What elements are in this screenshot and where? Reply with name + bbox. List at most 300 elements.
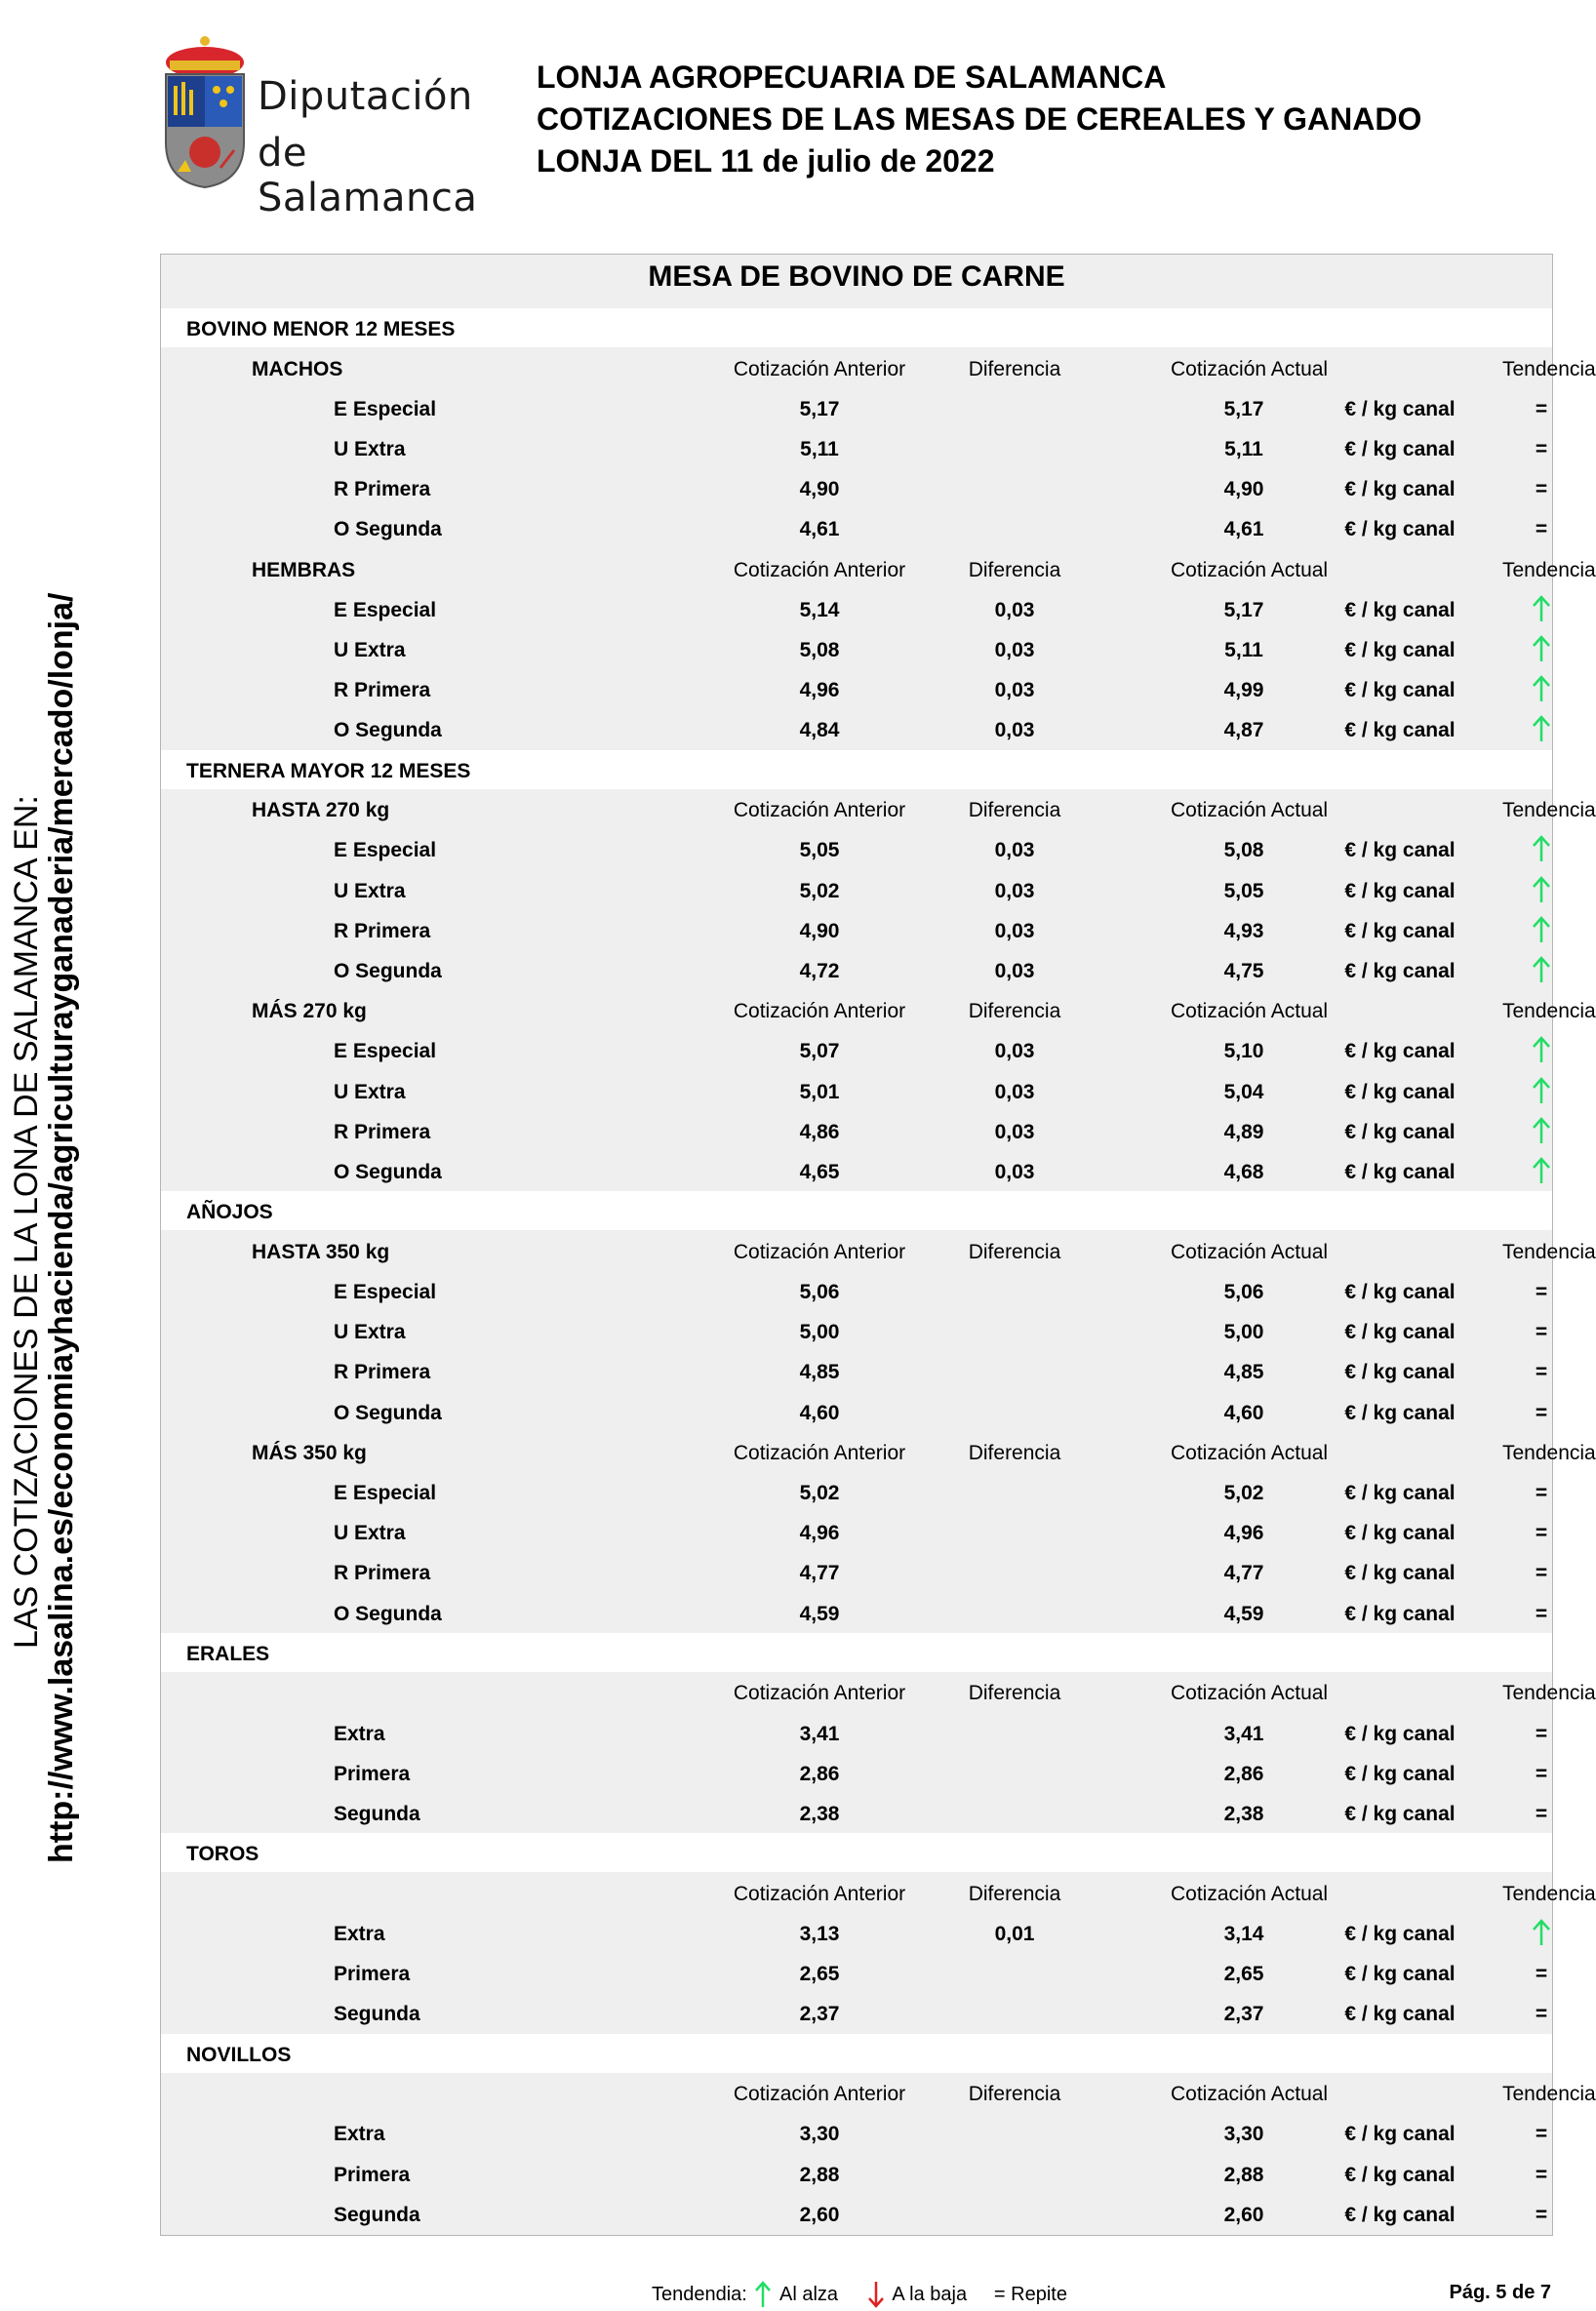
section-name: ERALES [186, 1642, 270, 1665]
price-current: 4,59 [1223, 1602, 1264, 1625]
price-current: 2,65 [1223, 1963, 1264, 1986]
trend-indicator [1502, 880, 1580, 909]
grade-name: E Especial [334, 598, 437, 621]
price-current: 4,60 [1223, 1401, 1264, 1424]
col-diff-header: Diferencia [968, 357, 1061, 380]
trend-indicator [1502, 639, 1580, 668]
arrow-up-icon [1532, 595, 1551, 622]
price-unit: € / kg canal [1344, 1562, 1456, 1585]
trend-indicator: = [1535, 1602, 1548, 1625]
price-unit: € / kg canal [1344, 478, 1456, 501]
trend-indicator: = [1535, 2003, 1548, 2026]
col-prev-header: Cotización Anterior [733, 1882, 906, 1905]
price-unit: € / kg canal [1344, 1281, 1456, 1303]
price-unit: € / kg canal [1344, 598, 1456, 621]
price-previous: 2,60 [799, 2203, 840, 2226]
table-row [161, 709, 1552, 749]
price-current: 5,00 [1223, 1321, 1264, 1344]
grade-name: E Especial [334, 1482, 437, 1504]
price-unit: € / kg canal [1344, 1762, 1456, 1785]
price-current: 4,89 [1223, 1120, 1264, 1143]
trend-legend [652, 2281, 1067, 2308]
price-difference: 0,03 [994, 919, 1035, 942]
table-row [161, 589, 1552, 629]
legend-eq: = Repite [993, 2284, 1067, 2306]
grade-name: O Segunda [334, 1401, 442, 1424]
table-row [161, 1593, 1552, 1633]
grade-name: U Extra [334, 1321, 406, 1344]
col-prev-header: Cotización Anterior [733, 799, 906, 822]
price-unit: € / kg canal [1344, 1522, 1456, 1545]
trend-indicator: = [1535, 1482, 1548, 1504]
trend-indicator: = [1535, 2123, 1548, 2146]
trend-indicator: = [1535, 478, 1548, 501]
price-previous: 4,59 [799, 1602, 840, 1625]
logo-line-1: Diputación [258, 74, 473, 119]
price-previous: 4,84 [799, 719, 840, 742]
price-previous: 5,07 [799, 1040, 840, 1063]
trend-indicator [1502, 599, 1580, 628]
table-row [161, 1392, 1552, 1432]
price-difference: 0,03 [994, 679, 1035, 702]
grade-name: E Especial [334, 839, 437, 862]
arrow-up-icon [1532, 1036, 1551, 1063]
grade-name: U Extra [334, 1080, 406, 1103]
price-difference: 0,03 [994, 598, 1035, 621]
legend-down: A la baja [892, 2284, 968, 2306]
title-line-2: COTIZACIONES DE LAS MESAS DE CEREALES Y GANADO [537, 101, 1422, 137]
price-unit: € / kg canal [1344, 1963, 1456, 1986]
col-diff-header: Diferencia [968, 1000, 1061, 1023]
price-previous: 2,38 [799, 1803, 840, 1825]
price-unit: € / kg canal [1344, 1080, 1456, 1103]
price-unit: € / kg canal [1344, 1040, 1456, 1063]
table-row [161, 1311, 1552, 1351]
price-current: 5,11 [1224, 639, 1263, 661]
table-row [161, 468, 1552, 508]
table-row [161, 1071, 1552, 1111]
arrow-up-icon [1532, 1157, 1551, 1184]
col-trend-header: Tendencia [1502, 1240, 1596, 1263]
col-curr-header: Cotización Actual [1171, 799, 1329, 822]
side-text: LAS COTIZACIONES DE LA LONA DE SALAMANCA EN: [8, 795, 45, 1649]
col-diff-header: Diferencia [968, 1682, 1061, 1705]
price-difference: 0,03 [994, 879, 1035, 902]
col-curr-header: Cotización Actual [1171, 558, 1329, 581]
section-name: NOVILLOS [186, 2043, 292, 2066]
price-unit: € / kg canal [1344, 1803, 1456, 1825]
grade-name: R Primera [334, 679, 431, 702]
grade-name: Primera [334, 1963, 411, 1986]
grade-name: O Segunda [334, 1161, 442, 1183]
price-previous: 2,86 [799, 1762, 840, 1785]
arrow-up-icon [1532, 1919, 1551, 1946]
price-current: 4,90 [1223, 478, 1264, 501]
table-row [161, 1552, 1552, 1592]
col-curr-header: Cotización Actual [1171, 1682, 1329, 1705]
col-curr-header: Cotización Actual [1171, 1240, 1329, 1263]
trend-indicator: = [1535, 1361, 1548, 1384]
price-previous: 5,06 [799, 1281, 840, 1303]
trend-indicator: = [1535, 1722, 1548, 1745]
trend-indicator: = [1535, 2163, 1548, 2186]
price-unit: € / kg canal [1344, 839, 1456, 862]
trend-indicator [1502, 1040, 1580, 1069]
price-previous: 3,30 [799, 2123, 840, 2146]
price-current: 4,96 [1223, 1522, 1264, 1545]
arrow-up-icon [754, 2281, 772, 2308]
price-previous: 3,41 [799, 1722, 840, 1745]
price-difference: 0,01 [994, 1923, 1035, 1945]
price-current: 4,68 [1223, 1161, 1264, 1183]
grade-name: R Primera [334, 1361, 431, 1384]
price-previous: 5,14 [799, 598, 840, 621]
price-difference: 0,03 [994, 1161, 1035, 1183]
grade-name: Extra [334, 1923, 385, 1945]
grade-name: O Segunda [334, 960, 442, 982]
grade-name: O Segunda [334, 719, 442, 742]
section-name: TERNERA MAYOR 12 MESES [186, 759, 471, 782]
table-row [161, 669, 1552, 709]
table-row [161, 1713, 1552, 1753]
price-unit: € / kg canal [1344, 2003, 1456, 2026]
price-unit: € / kg canal [1344, 2123, 1456, 2146]
grade-name: E Especial [334, 1040, 437, 1063]
price-previous: 2,88 [799, 2163, 840, 2186]
section-header [161, 750, 1552, 789]
price-unit: € / kg canal [1344, 1401, 1456, 1424]
table-row [161, 1472, 1552, 1512]
table-row [161, 829, 1552, 869]
table-row [161, 428, 1552, 468]
section-header [161, 2034, 1552, 2073]
price-difference: 0,03 [994, 639, 1035, 661]
page-number: Pág. 5 de 7 [1449, 2282, 1551, 2303]
col-diff-header: Diferencia [968, 1441, 1061, 1464]
arrow-up-icon [1532, 635, 1551, 662]
grade-name: R Primera [334, 919, 431, 942]
table-title: MESA DE BOVINO DE CARNE [648, 260, 1065, 293]
column-header-row [161, 1231, 1596, 1271]
price-current: 4,75 [1223, 960, 1264, 982]
grade-name: O Segunda [334, 518, 442, 541]
price-previous: 5,02 [799, 1482, 840, 1504]
price-current: 2,37 [1223, 2003, 1264, 2026]
price-unit: € / kg canal [1344, 438, 1456, 460]
price-difference: 0,03 [994, 960, 1035, 982]
trend-indicator [1502, 679, 1580, 708]
title-line-3: LONJA DEL 11 de julio de 2022 [537, 143, 995, 179]
grade-name: U Extra [334, 438, 406, 460]
price-unit: € / kg canal [1344, 1120, 1456, 1143]
grade-name: Primera [334, 2163, 411, 2186]
arrow-up-icon [1532, 1077, 1551, 1104]
trend-indicator [1502, 920, 1580, 949]
table-row [161, 629, 1552, 669]
price-current: 5,17 [1223, 598, 1264, 621]
table-row [161, 2113, 1552, 2153]
trend-indicator: = [1535, 518, 1548, 541]
col-diff-header: Diferencia [968, 1240, 1061, 1263]
price-unit: € / kg canal [1344, 518, 1456, 541]
section-header [161, 1633, 1552, 1672]
price-previous: 2,37 [799, 2003, 840, 2026]
grade-name: R Primera [334, 1120, 431, 1143]
price-previous: 4,77 [799, 1562, 840, 1585]
trend-indicator: = [1535, 1281, 1548, 1303]
price-previous: 3,13 [799, 1923, 840, 1945]
price-current: 2,38 [1223, 1803, 1264, 1825]
price-difference: 0,03 [994, 1120, 1035, 1143]
grade-name: O Segunda [334, 1602, 442, 1625]
table-row [161, 1111, 1552, 1151]
col-trend-header: Tendencia [1502, 357, 1596, 380]
group-name: HASTA 270 kg [252, 799, 390, 822]
grade-name: U Extra [334, 879, 406, 902]
col-trend-header: Tendencia [1502, 558, 1596, 581]
table-row [161, 870, 1552, 910]
price-current: 5,08 [1223, 839, 1264, 862]
col-diff-header: Diferencia [968, 558, 1061, 581]
trend-indicator [1502, 719, 1580, 748]
price-current: 4,85 [1223, 1361, 1264, 1384]
table-row [161, 950, 1552, 990]
column-header-row [161, 549, 1596, 589]
grade-name: Extra [334, 2123, 385, 2146]
price-current: 4,93 [1223, 919, 1264, 942]
price-previous: 4,65 [799, 1161, 840, 1183]
price-unit: € / kg canal [1344, 1482, 1456, 1504]
price-difference: 0,03 [994, 719, 1035, 742]
trend-indicator: = [1535, 1762, 1548, 1785]
group-name: HEMBRAS [252, 558, 356, 581]
legend-label: Tendendia: [652, 2284, 747, 2306]
table-row [161, 1151, 1552, 1191]
price-unit: € / kg canal [1344, 2203, 1456, 2226]
trend-indicator: = [1535, 397, 1548, 420]
price-current: 4,61 [1223, 518, 1264, 541]
price-difference: 0,03 [994, 1040, 1035, 1063]
table-row [161, 1271, 1552, 1311]
column-header-row [161, 348, 1596, 388]
col-prev-header: Cotización Anterior [733, 1000, 906, 1023]
price-unit: € / kg canal [1344, 2163, 1456, 2186]
table-row [161, 388, 1552, 428]
col-curr-header: Cotización Actual [1171, 1882, 1329, 1905]
section-header [161, 1191, 1552, 1230]
price-current: 2,86 [1223, 1762, 1264, 1785]
grade-name: Segunda [334, 2203, 420, 2226]
section-header [161, 308, 1552, 347]
grade-name: Segunda [334, 2003, 420, 2026]
grade-name: R Primera [334, 1562, 431, 1585]
price-unit: € / kg canal [1344, 879, 1456, 902]
price-previous: 4,60 [799, 1401, 840, 1424]
column-header-row [161, 2073, 1596, 2113]
col-prev-header: Cotización Anterior [733, 1441, 906, 1464]
trend-indicator: = [1535, 1522, 1548, 1545]
column-header-row [161, 1873, 1596, 1913]
grade-name: E Especial [334, 397, 437, 420]
price-unit: € / kg canal [1344, 679, 1456, 702]
col-curr-header: Cotización Actual [1171, 2083, 1329, 2106]
trend-indicator [1502, 1121, 1580, 1150]
price-unit: € / kg canal [1344, 1722, 1456, 1745]
section-name: TOROS [186, 1843, 259, 1866]
price-difference: 0,03 [994, 1080, 1035, 1103]
price-current: 4,87 [1223, 719, 1264, 742]
col-prev-header: Cotización Anterior [733, 1240, 906, 1263]
column-header-row [161, 789, 1596, 829]
trend-indicator [1502, 1081, 1580, 1110]
price-current: 5,06 [1223, 1281, 1264, 1303]
section-name: BOVINO MENOR 12 MESES [186, 318, 456, 340]
trend-indicator: = [1535, 1562, 1548, 1585]
price-current: 5,04 [1223, 1080, 1264, 1103]
table-row [161, 1913, 1552, 1953]
grade-name: U Extra [334, 1522, 406, 1545]
price-current: 4,77 [1223, 1562, 1264, 1585]
arrow-up-icon [1532, 1117, 1551, 1144]
column-header-row [161, 1672, 1596, 1712]
price-unit: € / kg canal [1344, 1161, 1456, 1183]
table-row [161, 1793, 1552, 1833]
price-previous: 4,96 [799, 1522, 840, 1545]
col-prev-header: Cotización Anterior [733, 558, 906, 581]
title-line-1: LONJA AGROPECUARIA DE SALAMANCA [537, 60, 1167, 95]
price-previous: 4,72 [799, 960, 840, 982]
price-table [160, 254, 1596, 2236]
document-header [537, 57, 1421, 182]
col-trend-header: Tendencia [1502, 799, 1596, 822]
price-previous: 5,01 [799, 1080, 840, 1103]
price-previous: 4,90 [799, 478, 840, 501]
logo-line-2: de Salamanca [258, 131, 478, 220]
table-row [161, 1030, 1552, 1070]
table-row [161, 1512, 1552, 1552]
table-row [161, 508, 1552, 548]
price-previous: 4,61 [799, 518, 840, 541]
table-row [161, 910, 1552, 950]
price-previous: 4,85 [799, 1361, 840, 1384]
grade-name: Segunda [334, 1803, 420, 1825]
price-current: 3,41 [1223, 1722, 1264, 1745]
price-unit: € / kg canal [1344, 1602, 1456, 1625]
price-unit: € / kg canal [1344, 639, 1456, 661]
col-diff-header: Diferencia [968, 1882, 1061, 1905]
grade-name: R Primera [334, 478, 431, 501]
legend-up: Al alza [779, 2284, 839, 2306]
side-banner [0, 0, 98, 2311]
price-unit: € / kg canal [1344, 919, 1456, 942]
grade-name: Extra [334, 1722, 385, 1745]
arrow-up-icon [1532, 916, 1551, 943]
grade-name: E Especial [334, 1281, 437, 1303]
diputacion-logo [160, 35, 478, 220]
col-prev-header: Cotización Anterior [733, 2083, 906, 2106]
trend-indicator [1502, 1923, 1580, 1952]
section-name: AÑOJOS [186, 1201, 273, 1224]
table-row [161, 1993, 1552, 2033]
price-unit: € / kg canal [1344, 1361, 1456, 1384]
coat-of-arms-icon [160, 35, 250, 191]
col-curr-header: Cotización Actual [1171, 1441, 1329, 1464]
price-current: 5,11 [1224, 438, 1263, 460]
price-previous: 5,05 [799, 839, 840, 862]
col-trend-header: Tendencia [1502, 1882, 1596, 1905]
price-unit: € / kg canal [1344, 960, 1456, 982]
price-previous: 4,86 [799, 1120, 840, 1143]
trend-indicator: = [1535, 2203, 1548, 2226]
grade-name: U Extra [334, 639, 406, 661]
column-header-row [161, 990, 1596, 1030]
col-trend-header: Tendencia [1502, 2083, 1596, 2106]
trend-indicator: = [1535, 1803, 1548, 1825]
price-previous: 5,17 [799, 397, 840, 420]
price-previous: 4,90 [799, 919, 840, 942]
col-diff-header: Diferencia [968, 2083, 1061, 2106]
price-unit: € / kg canal [1344, 1321, 1456, 1344]
table-row [161, 2154, 1552, 2194]
group-name: MACHOS [252, 357, 343, 380]
col-curr-header: Cotización Actual [1171, 357, 1329, 380]
trend-indicator: = [1535, 1321, 1548, 1344]
arrow-up-icon [1532, 835, 1551, 862]
grade-name: Primera [334, 1762, 411, 1785]
price-previous: 4,96 [799, 679, 840, 702]
trend-indicator [1502, 1161, 1580, 1190]
table-row [161, 1953, 1552, 1993]
price-previous: 5,02 [799, 879, 840, 902]
trend-indicator: = [1535, 1401, 1548, 1424]
price-current: 5,17 [1223, 397, 1264, 420]
table-row [161, 2194, 1552, 2234]
price-difference: 0,03 [994, 839, 1035, 862]
group-name: MÁS 350 kg [252, 1441, 367, 1464]
arrow-up-icon [1532, 956, 1551, 983]
price-unit: € / kg canal [1344, 397, 1456, 420]
price-current: 2,60 [1223, 2203, 1264, 2226]
section-header [161, 1833, 1552, 1872]
table-row [161, 1351, 1552, 1391]
trend-indicator [1502, 960, 1580, 989]
trend-indicator: = [1535, 438, 1548, 460]
trend-indicator: = [1535, 1963, 1548, 1986]
trend-indicator [1502, 839, 1580, 868]
arrow-down-icon [867, 2281, 885, 2308]
col-diff-header: Diferencia [968, 799, 1061, 822]
price-previous: 2,65 [799, 1963, 840, 1986]
col-curr-header: Cotización Actual [1171, 1000, 1329, 1023]
price-current: 5,05 [1223, 879, 1264, 902]
price-previous: 5,08 [799, 639, 840, 661]
col-prev-header: Cotización Anterior [733, 357, 906, 380]
price-current: 5,02 [1223, 1482, 1264, 1504]
price-previous: 5,11 [800, 438, 839, 460]
arrow-up-icon [1532, 715, 1551, 742]
col-prev-header: Cotización Anterior [733, 1682, 906, 1705]
col-trend-header: Tendencia [1502, 1441, 1596, 1464]
group-name: MÁS 270 kg [252, 1000, 367, 1023]
group-name: HASTA 350 kg [252, 1240, 390, 1263]
column-header-row [161, 1432, 1596, 1472]
side-url: http://www.lasalina.es/economiayhacienda/agriculturayganaderia/mercado/lonja/ [43, 592, 80, 1863]
price-current: 3,14 [1223, 1923, 1264, 1945]
price-current: 5,10 [1223, 1040, 1264, 1063]
col-trend-header: Tendencia [1502, 1682, 1596, 1705]
arrow-up-icon [1532, 675, 1551, 702]
price-unit: € / kg canal [1344, 719, 1456, 742]
